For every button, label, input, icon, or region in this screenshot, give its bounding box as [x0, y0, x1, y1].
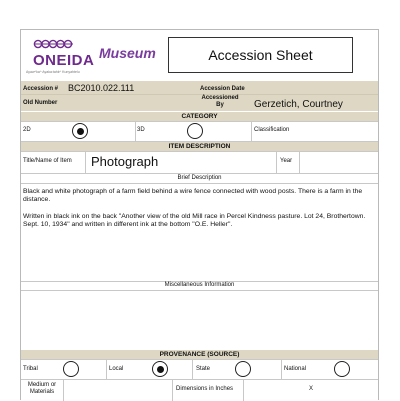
accession-number-value[interactable]: BC2010.022.111: [68, 83, 135, 93]
item-description-heading: ITEM DESCRIPTION: [21, 142, 378, 151]
accession-number-label: Accession #: [23, 86, 59, 92]
misc-information-field[interactable]: [23, 292, 377, 348]
brief-description-label: Brief Description: [177, 175, 222, 181]
title-name-label: Title/Name of Item: [23, 158, 72, 164]
provenance-top-line: [21, 359, 378, 360]
brief-description-paragraph-2[interactable]: Written in black ink on the back "Another view of the old Mill race in Percel Kindness pasture. Lot 24, Brothertown. Sept. 10, 1934" and written in different ink at the bottom "O.E. Heller".: [23, 213, 366, 229]
title-name-value[interactable]: Photograph: [91, 154, 159, 169]
logo-tagline: Ayaw^ka^ Ayaka:tahk^ Kunyahtelu: [26, 70, 80, 74]
page-title: Accession Sheet: [168, 37, 353, 73]
title-label-divider: [85, 151, 86, 173]
accessioned-by-value[interactable]: Gerzetich, Courtney: [254, 99, 343, 110]
dimensions-separator: X: [309, 386, 314, 392]
provenance-national-label: National: [284, 366, 307, 372]
misc-information-label: Miscellaneous Information: [164, 282, 235, 288]
category-divider-2: [251, 121, 252, 141]
dimensions-divider-1: [172, 379, 173, 401]
category-top-line: [21, 121, 378, 122]
misc-header-line: [21, 290, 378, 291]
brief-top-line: [21, 183, 378, 184]
dimensions-label: Dimensions in Inches: [176, 386, 234, 392]
provenance-tribal-label: Tribal: [23, 366, 38, 372]
category-2d-label: 2D: [23, 127, 31, 133]
category-3d-label: 3D: [137, 127, 145, 133]
provenance-local-radio[interactable]: [152, 361, 168, 377]
brief-description-paragraph-1[interactable]: Black and white photograph of a farm field behind a wire fence connected with wood posts. There is a farm in the distance.: [23, 188, 363, 204]
logo-name: ONEIDA: [33, 52, 95, 69]
provenance-divider-3: [281, 359, 282, 379]
logo-emblem-icon: [33, 38, 77, 50]
provenance-divider-2: [192, 359, 193, 379]
category-divider-1: [135, 121, 136, 141]
dimensions-divider-2: [243, 379, 244, 401]
provenance-divider-1: [106, 359, 107, 379]
medium-materials-label: Medium or Materials: [27, 382, 57, 395]
category-2d-radio[interactable]: [72, 123, 88, 139]
accessioned-by-label: Accessioned By: [201, 95, 239, 108]
year-divider-1: [276, 151, 277, 173]
medium-divider: [63, 379, 64, 401]
category-3d-radio[interactable]: [187, 123, 203, 139]
provenance-heading: PROVENANCE (SOURCE): [21, 350, 378, 359]
year-label: Year: [280, 158, 293, 164]
provenance-national-radio[interactable]: [334, 361, 350, 377]
provenance-state-label: State: [196, 366, 211, 372]
provenance-state-radio[interactable]: [235, 361, 251, 377]
museum-label: Museum: [99, 45, 156, 61]
title-bottom-line: [21, 173, 378, 174]
provenance-local-label: Local: [109, 366, 124, 372]
category-heading: CATEGORY: [21, 112, 378, 121]
item-top-line: [21, 151, 378, 152]
old-number-label: Old Number: [23, 100, 58, 106]
classification-label: Classification: [254, 127, 290, 133]
accession-sheet: [20, 29, 379, 400]
medium-materials-field[interactable]: [65, 381, 171, 399]
provenance-tribal-radio[interactable]: [63, 361, 79, 377]
year-divider-2: [299, 151, 300, 173]
accession-date-label: Accession Date: [200, 86, 245, 92]
provenance-bottom-line: [21, 379, 378, 380]
